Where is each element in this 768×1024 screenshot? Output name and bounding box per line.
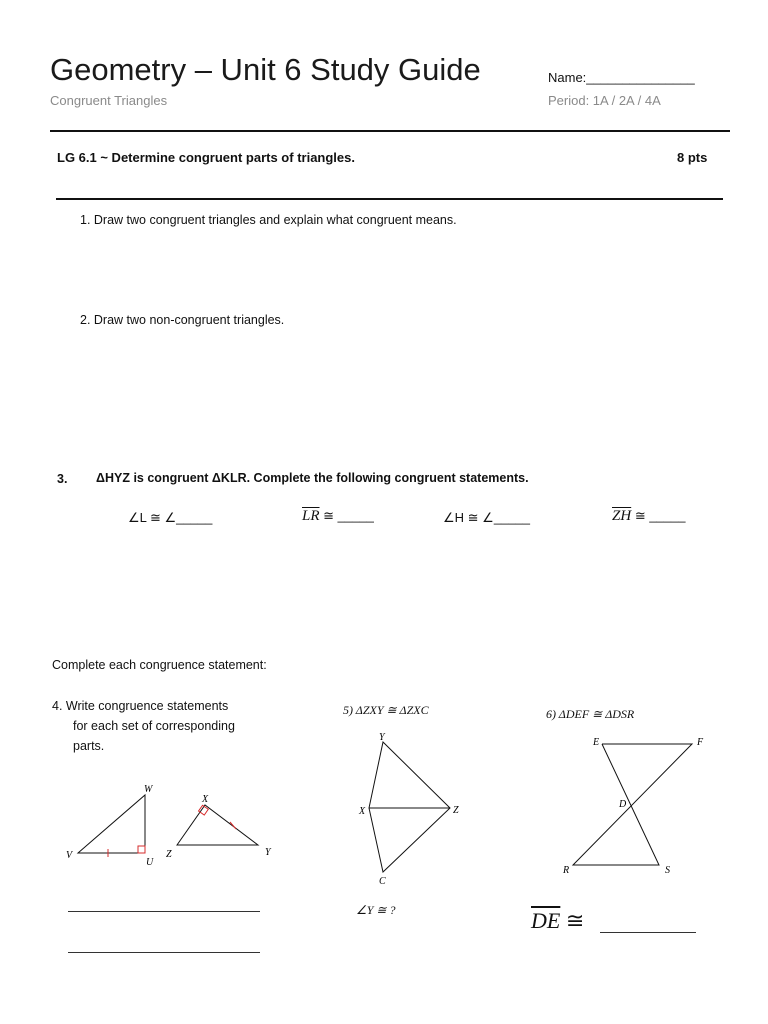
label-c: C xyxy=(379,876,386,887)
question-4-line2: for each set of corresponding xyxy=(73,719,235,733)
label-s: S xyxy=(665,865,670,876)
question-4-line3: parts. xyxy=(73,739,105,753)
segment-zh-label: $\overline{ZH}$ xyxy=(612,508,632,524)
figure-4-triangles xyxy=(60,785,280,875)
name-field-label: Name:_______________ xyxy=(548,70,695,85)
statement-angle-h: ∠H ≅ ∠_____ xyxy=(443,510,530,525)
question-3-text: ΔHYZ is congruent ΔKLR. Complete the following congruent statements. xyxy=(96,471,529,485)
figure-5-triangles xyxy=(355,732,465,892)
answer-line-q6[interactable] xyxy=(600,932,696,933)
segment-lr-label: $\overline{LR}$ xyxy=(302,508,320,524)
question-5-title: 5) ΔZXY ≅ ΔZXC xyxy=(343,703,429,717)
period-label: Period: 1A / 2A / 4A xyxy=(548,93,661,108)
page-title: Geometry – Unit 6 Study Guide xyxy=(50,52,481,87)
statement-segment-lr: $\overline{LR}$ ≅ _____ xyxy=(302,508,374,524)
question-2: 2. Draw two non-congruent triangles. xyxy=(80,313,285,327)
instruction-text: Complete each congruence statement: xyxy=(52,658,267,672)
question-6-prompt: $\overline{DE}$ ≅ xyxy=(531,908,585,933)
points-label: 8 pts xyxy=(677,150,708,165)
label-f: F xyxy=(697,737,704,748)
label-z: Z xyxy=(453,805,459,816)
label-d: D xyxy=(619,799,627,810)
label-r: R xyxy=(563,865,570,876)
learning-goal-heading: LG 6.1 ~ Determine congruent parts of triangles. xyxy=(57,150,355,165)
label-y: Y xyxy=(265,847,271,858)
label-x: X xyxy=(359,806,366,817)
header-divider xyxy=(50,130,730,132)
question-3-number: 3. xyxy=(57,472,68,486)
label-y: Y xyxy=(379,732,385,743)
label-v: V xyxy=(66,850,73,861)
statement-segment-zh: $\overline{ZH}$ ≅ _____ xyxy=(612,508,686,524)
label-u: U xyxy=(146,857,154,868)
statement-angle-l: ∠L ≅ ∠_____ xyxy=(128,510,213,525)
segment-de-label: $\overline{DE}$ xyxy=(531,908,561,933)
answer-line-q4-1[interactable] xyxy=(68,911,260,912)
label-w: W xyxy=(144,785,153,795)
question-1: 1. Draw two congruent triangles and explain what congruent means. xyxy=(80,213,457,227)
answer-line-q4-2[interactable] xyxy=(68,952,260,953)
label-z: Z xyxy=(166,849,172,860)
question-5-prompt: ∠Y ≅ ? xyxy=(356,903,396,917)
question-6-title: 6) ΔDEF ≅ ΔDSR xyxy=(546,707,635,721)
question-4-line1: 4. Write congruence statements xyxy=(52,699,229,713)
label-x: X xyxy=(202,794,209,805)
section-divider xyxy=(56,198,723,200)
figure-6-triangles xyxy=(555,735,715,880)
label-e: E xyxy=(593,737,600,748)
page-subtitle: Congruent Triangles xyxy=(50,93,168,108)
